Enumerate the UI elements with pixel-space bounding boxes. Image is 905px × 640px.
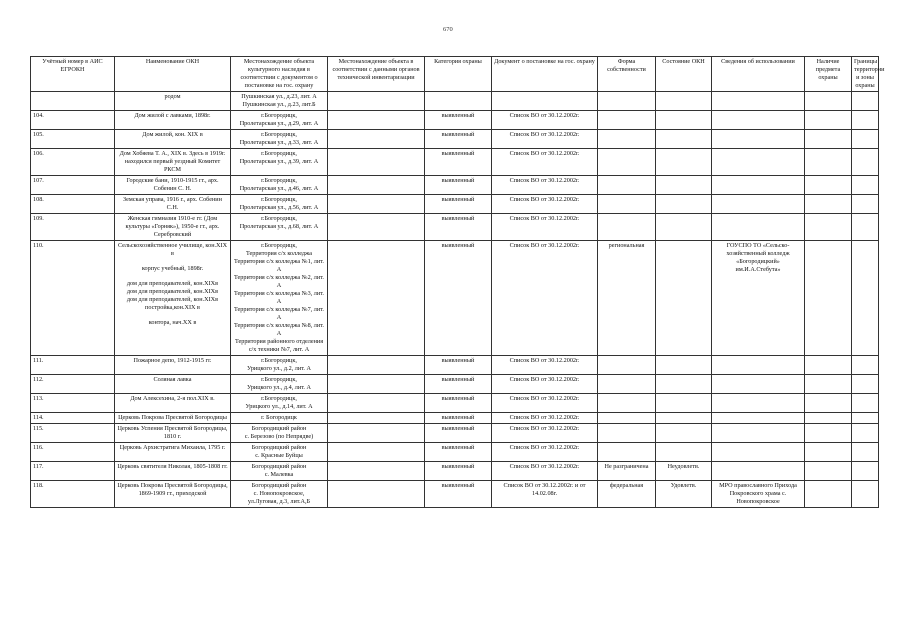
row-number: 114.: [31, 413, 115, 424]
object-name: [115, 111, 231, 130]
object-name-line: Женская гимназия 1910-е гг. (Дом культуры «Горняк»), 1950-е гг., арх. Серебровский: [125, 215, 220, 238]
object-name-line: контора, нач.XX в: [148, 319, 197, 326]
usage-info-line: ГОУСПО ТО «Сельско-хозяйственный колледж «Богородицкий»: [726, 242, 790, 265]
table-body: [31, 92, 879, 508]
page-number: 670: [443, 26, 453, 33]
usage-info: [712, 462, 805, 481]
inventory-address: [328, 481, 425, 508]
territory-zones: [852, 356, 879, 375]
inventory-address: [328, 241, 425, 356]
object-name-line: Сельскохозяйственное училище, кон.XIX в: [117, 242, 228, 257]
header-territory-zones: Границы территории и зоны охраны: [852, 57, 879, 92]
object-address-line: г.Богородицк,: [261, 395, 297, 402]
table-row: [31, 195, 879, 214]
object-name-line: Дом жилой, кон. XIX в: [142, 131, 203, 138]
protection-subject: [805, 111, 852, 130]
territory-zones: [852, 462, 879, 481]
table-row: [31, 176, 879, 195]
protection-subject: [805, 413, 852, 424]
row-number: 106.: [31, 149, 115, 176]
protection-document: Список ВО от 30.12.2002г. и от 14.02.08г.: [492, 481, 598, 508]
object-name-line: дом для преподавателей, кон.XIXв: [126, 288, 219, 295]
table-row: [31, 394, 879, 413]
object-address-line: Пролетарская ул., д.56, лит. А: [239, 204, 319, 211]
header-object-state: Состояние ОКН: [656, 57, 712, 92]
inventory-address: [328, 111, 425, 130]
object-address-line: Территория с/х колледжа №1, лит. А: [234, 258, 324, 273]
object-address-line: Территория с/х колледжа №7, лит. А: [234, 306, 324, 321]
protection-category: выявленный: [425, 241, 492, 356]
protection-subject: [805, 394, 852, 413]
object-state: [656, 241, 712, 356]
protection-subject: [805, 241, 852, 356]
object-address: [231, 214, 328, 241]
protection-subject: [805, 443, 852, 462]
object-state: [656, 443, 712, 462]
inventory-address: [328, 92, 425, 111]
object-state: [656, 149, 712, 176]
object-state: [656, 214, 712, 241]
object-state: [656, 195, 712, 214]
object-name: [115, 462, 231, 481]
object-name-line: Дом Хобяева Т. А., XIX в. Здесь в 1919г. находился первый уездный Комитет РКСМ: [119, 150, 226, 173]
inventory-address: [328, 195, 425, 214]
protection-document: [492, 92, 598, 111]
object-name-line: Соляная лавка: [153, 376, 192, 383]
protection-document: Список ВО от 30.12.2002г.: [492, 443, 598, 462]
object-name-line: дом для преподавателей, кон.XIXв: [126, 296, 219, 303]
protection-category: выявленный: [425, 149, 492, 176]
object-name: [115, 130, 231, 149]
usage-info: [712, 241, 805, 356]
ownership-form: [598, 176, 656, 195]
object-address: [231, 462, 328, 481]
table-header-row: [31, 57, 879, 92]
object-state: [656, 130, 712, 149]
table-row: [31, 241, 879, 356]
protection-document: Список ВО от 30.12.2002г.: [492, 149, 598, 176]
header-protection-subject: Наличие предмета охраны: [805, 57, 852, 92]
row-number: 117.: [31, 462, 115, 481]
table-row: [31, 462, 879, 481]
usage-info: [712, 481, 805, 508]
object-address-line: с. Новопокровское,: [253, 490, 305, 497]
territory-zones: [852, 149, 879, 176]
territory-zones: [852, 375, 879, 394]
object-name-line: постройка,кон.XIX в: [145, 304, 200, 311]
object-address-line: Урицкого ул., д.4, лит. А: [247, 384, 311, 391]
protection-category: выявленный: [425, 130, 492, 149]
protection-category: выявленный: [425, 375, 492, 394]
object-address-line: с. Малевка: [264, 471, 294, 478]
protection-category: выявленный: [425, 481, 492, 508]
object-name-line: Пожарное депо, 1912-1915 гг.: [133, 357, 212, 364]
protection-document: Список ВО от 30.12.2002г.: [492, 462, 598, 481]
object-address-line: Пролетарская ул., д.29, лит. А: [239, 120, 319, 127]
usage-info: [712, 356, 805, 375]
object-address-line: г.Богородицк,: [261, 177, 297, 184]
object-address-line: с. Березово (по Непрядве): [244, 433, 314, 440]
ownership-form: [598, 214, 656, 241]
header-object-name: Наименование ОКН: [115, 57, 231, 92]
row-number: 111.: [31, 356, 115, 375]
object-address-line: Пушкинская ул., д.23, лит.Б: [242, 101, 316, 108]
object-address-line: г. Богородицк: [261, 414, 297, 421]
object-name: [115, 195, 231, 214]
object-name-line: Церковь Успения Пресвятой Богородицы, 1810 г.: [117, 425, 228, 440]
protection-document: Список ВО от 30.12.2002г.: [492, 176, 598, 195]
object-address-line: Богородицкий район: [251, 463, 307, 470]
protection-document: Список ВО от 30.12.2002г.: [492, 413, 598, 424]
ownership-form: [598, 356, 656, 375]
object-address-line: Пролетарская ул., д.39, лит. А: [239, 158, 319, 165]
protection-document: Список ВО от 30.12.2002г.: [492, 375, 598, 394]
object-name-line: Городские бани, 1910-1915 гг., арх. Собенин С. Н.: [126, 177, 219, 192]
object-state: Удовлетв.: [656, 481, 712, 508]
object-address: [231, 195, 328, 214]
ownership-form: региональная: [598, 241, 656, 356]
ownership-form: [598, 195, 656, 214]
row-number: 104.: [31, 111, 115, 130]
heritage-register-table: [30, 56, 885, 508]
object-name-line: Церковь Покрова Пресвятой Богородицы, 1869-1909 гг., приходской: [117, 482, 228, 497]
object-address: [231, 481, 328, 508]
object-address: [231, 443, 328, 462]
table-row: [31, 149, 879, 176]
territory-zones: [852, 130, 879, 149]
object-address: [231, 394, 328, 413]
territory-zones: [852, 176, 879, 195]
inventory-address: [328, 356, 425, 375]
row-number: 116.: [31, 443, 115, 462]
object-name: [115, 413, 231, 424]
usage-info: [712, 214, 805, 241]
protection-subject: [805, 356, 852, 375]
usage-info: [712, 92, 805, 111]
protection-category: выявленный: [425, 111, 492, 130]
usage-info: [712, 424, 805, 443]
object-address-line: Территория районного отделения с/х техники №7, лит. А: [234, 338, 324, 353]
ownership-form: федеральная: [598, 481, 656, 508]
protection-document: Список ВО от 30.12.2002г.: [492, 394, 598, 413]
object-name: [115, 241, 231, 356]
protection-subject: [805, 176, 852, 195]
inventory-address: [328, 149, 425, 176]
object-address-line: Пролетарская ул., д.68, лит. А: [239, 223, 319, 230]
ownership-form: [598, 111, 656, 130]
object-name: [115, 481, 231, 508]
object-name: [115, 394, 231, 413]
ownership-form: [598, 424, 656, 443]
header-ownership-form: Форма собственности: [598, 57, 656, 92]
object-address: [231, 375, 328, 394]
inventory-address: [328, 394, 425, 413]
header-usage-info: Сведения об использовании: [712, 57, 805, 92]
object-address-line: г.Богородицк,: [261, 376, 297, 383]
table-row: [31, 443, 879, 462]
object-address-line: Территория с/х колледжа №2, лит. А: [234, 274, 324, 289]
object-name: [115, 375, 231, 394]
protection-subject: [805, 424, 852, 443]
object-name-line: Земская управа, 1916 г., арх. Собенин С.Н.: [123, 196, 222, 211]
protection-subject: [805, 462, 852, 481]
usage-info: [712, 375, 805, 394]
usage-info-line: МРО православного Прихода Покровского храма с. Новопокровское: [719, 482, 797, 505]
object-name-line: [117, 258, 228, 265]
object-name: [115, 176, 231, 195]
object-address-line: Пролетарская ул., д.33, лит. А: [239, 139, 319, 146]
usage-info: [712, 413, 805, 424]
object-state: [656, 394, 712, 413]
inventory-address: [328, 413, 425, 424]
object-address: [231, 111, 328, 130]
inventory-address: [328, 443, 425, 462]
protection-category: выявленный: [425, 214, 492, 241]
object-address-line: г.Богородицк,: [261, 357, 297, 364]
table-row: [31, 111, 879, 130]
object-state: [656, 424, 712, 443]
protection-category: выявленный: [425, 394, 492, 413]
object-state: [656, 375, 712, 394]
territory-zones: [852, 481, 879, 508]
object-state: [656, 176, 712, 195]
object-address-line: г.Богородицк,: [261, 131, 297, 138]
object-name-line: [117, 312, 228, 319]
protection-category: выявленный: [425, 176, 492, 195]
object-address-line: Урицкого ул., д.2, лит. А: [247, 365, 311, 372]
row-number: 115.: [31, 424, 115, 443]
object-address: [231, 413, 328, 424]
inventory-address: [328, 130, 425, 149]
ownership-form: [598, 394, 656, 413]
header-account-number: Учётный номер в АИС ЕГРОКН: [31, 57, 115, 92]
object-state: Неудовлетв.: [656, 462, 712, 481]
territory-zones: [852, 214, 879, 241]
protection-subject: [805, 214, 852, 241]
table-row: [31, 214, 879, 241]
protection-subject: [805, 92, 852, 111]
object-state: [656, 111, 712, 130]
row-number: 110.: [31, 241, 115, 356]
object-address: [231, 149, 328, 176]
protection-subject: [805, 375, 852, 394]
object-address-line: Богородицкий район: [251, 425, 307, 432]
usage-info: [712, 195, 805, 214]
object-address-line: с. Красные Буйцы: [255, 452, 303, 459]
inventory-address: [328, 214, 425, 241]
protection-category: [425, 92, 492, 111]
object-name-line: Церковь Архистратига Михаила, 1795 г.: [119, 444, 226, 451]
ownership-form: Не разграничена: [598, 462, 656, 481]
territory-zones: [852, 394, 879, 413]
row-number: 108.: [31, 195, 115, 214]
ownership-form: [598, 92, 656, 111]
usage-info: [712, 130, 805, 149]
territory-zones: [852, 241, 879, 356]
object-state: [656, 413, 712, 424]
usage-info: [712, 176, 805, 195]
row-number: [31, 92, 115, 111]
header-protection-category: Категория охраны: [425, 57, 492, 92]
object-name: [115, 149, 231, 176]
object-name-line: дом для преподавателей, кон.XIXв: [126, 280, 219, 287]
protection-document: Список ВО от 30.12.2002г.: [492, 424, 598, 443]
ownership-form: [598, 130, 656, 149]
ownership-form: [598, 443, 656, 462]
header-protection-document: Документ о постановке на гос. охрану: [492, 57, 598, 92]
object-address-line: Пролетарская ул., д.46, лит. А: [239, 185, 319, 192]
object-address-line: ул.Луговая, д.3, лит.А,Б: [247, 498, 311, 505]
object-name-line: Церковь святителя Николая, 1805-1808 гг.: [117, 463, 228, 470]
protection-category: выявленный: [425, 462, 492, 481]
protection-subject: [805, 130, 852, 149]
object-name: [115, 356, 231, 375]
territory-zones: [852, 443, 879, 462]
object-address-line: г.Богородицк,: [261, 150, 297, 157]
object-address: [231, 176, 328, 195]
object-name: [115, 214, 231, 241]
row-number: 109.: [31, 214, 115, 241]
row-number: 105.: [31, 130, 115, 149]
protection-category: выявленный: [425, 195, 492, 214]
territory-zones: [852, 92, 879, 111]
ownership-form: [598, 149, 656, 176]
object-address: [231, 130, 328, 149]
protection-document: Список ВО от 30.12.2002г.: [492, 241, 598, 356]
protection-category: выявленный: [425, 443, 492, 462]
protection-category: выявленный: [425, 356, 492, 375]
ownership-form: [598, 375, 656, 394]
protection-subject: [805, 149, 852, 176]
ownership-form: [598, 413, 656, 424]
usage-info: [712, 149, 805, 176]
territory-zones: [852, 413, 879, 424]
object-address-line: г.Богородицк,: [261, 196, 297, 203]
protection-document: Список ВО от 30.12.2002г.: [492, 111, 598, 130]
object-address-line: Территория с/х колледжа: [245, 250, 313, 257]
object-address-line: Пушкинская ул., д.23, лит. А: [241, 93, 317, 100]
object-name: [115, 92, 231, 111]
object-state: [656, 356, 712, 375]
usage-info: [712, 394, 805, 413]
inventory-address: [328, 176, 425, 195]
object-address: [231, 241, 328, 356]
table-row: [31, 424, 879, 443]
object-name-line: Дом жилой с лавками, 1898г.: [134, 112, 211, 119]
object-address-line: Богородицкий район: [251, 482, 307, 489]
object-address-line: Богородицкий район: [251, 444, 307, 451]
protection-category: выявленный: [425, 424, 492, 443]
object-name: [115, 424, 231, 443]
object-address-line: Территория с/х колледжа №3, лит. А: [234, 290, 324, 305]
object-name-line: Дом Алексехина, 2-я пол.XIX в.: [130, 395, 215, 402]
object-address-line: г.Богородицк,: [261, 215, 297, 222]
object-name-line: Церковь Покрова Пресвятой Богородицы: [118, 414, 227, 421]
table-row: [31, 413, 879, 424]
table-row: [31, 92, 879, 111]
object-name-line: [117, 273, 228, 280]
protection-document: Список ВО от 30.12.2002г.: [492, 356, 598, 375]
territory-zones: [852, 111, 879, 130]
protection-document: Список ВО от 30.12.2002г.: [492, 130, 598, 149]
inventory-address: [328, 375, 425, 394]
object-address: [231, 356, 328, 375]
object-name-line: корпус учебный, 1898г.: [141, 265, 204, 272]
object-address: [231, 424, 328, 443]
table-row: [31, 130, 879, 149]
protection-category: выявленный: [425, 413, 492, 424]
header-location-document: Местонахождение объекта культурного наследия в соответствии с документом о постановке на гос. охрану: [231, 57, 328, 92]
object-address-line: г.Богородицк,: [261, 112, 297, 119]
territory-zones: [852, 195, 879, 214]
inventory-address: [328, 462, 425, 481]
object-address: [231, 92, 328, 111]
row-number: 107.: [31, 176, 115, 195]
protection-document: Список ВО от 30.12.2002г.: [492, 195, 598, 214]
row-number: 118.: [31, 481, 115, 508]
row-number: 112.: [31, 375, 115, 394]
table-row: [31, 481, 879, 508]
row-number: 113.: [31, 394, 115, 413]
object-name: [115, 443, 231, 462]
table-row: [31, 375, 879, 394]
table-row: [31, 356, 879, 375]
usage-info-line: им.И.А.Стебута»: [735, 266, 781, 273]
protection-document: Список ВО от 30.12.2002г.: [492, 214, 598, 241]
object-address-line: Урицкого ул., д.14, лит. А: [245, 403, 313, 410]
inventory-address: [328, 424, 425, 443]
protection-subject: [805, 195, 852, 214]
object-address-line: Территория с/х колледжа №8, лит. А: [234, 322, 324, 337]
header-location-inventory: Местонахождение объекта в соответствии с данными органов технической инвентаризации: [328, 57, 425, 92]
object-state: [656, 92, 712, 111]
usage-info: [712, 443, 805, 462]
object-name-line: родом: [164, 93, 181, 100]
territory-zones: [852, 424, 879, 443]
usage-info: [712, 111, 805, 130]
object-address-line: г.Богородицк,: [261, 242, 297, 249]
protection-subject: [805, 481, 852, 508]
